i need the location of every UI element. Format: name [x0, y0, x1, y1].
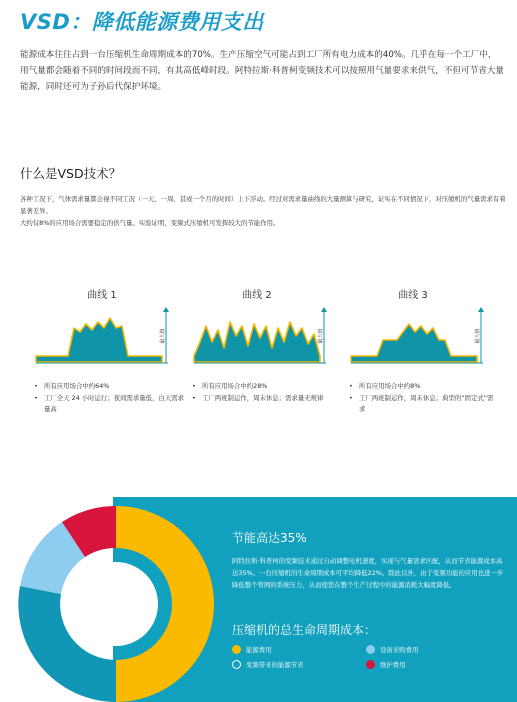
legend-item-savings	[232, 660, 304, 669]
curve-2-area	[194, 322, 320, 362]
page-title: VSD：降低能源费用支出	[20, 10, 264, 34]
legend-label: 能源费用	[246, 646, 272, 654]
curve-3-area	[351, 324, 477, 362]
lifecycle-cost-donut	[18, 506, 214, 702]
curve-2-axis-label: 最大值	[318, 328, 324, 344]
donut-hole	[74, 562, 158, 646]
curve-1-title: 曲线 1	[87, 290, 117, 301]
legend-label: 变频带来的能源节省	[246, 661, 304, 669]
curve-3-axis-arrow	[478, 307, 484, 312]
curve-1-area	[36, 318, 162, 362]
curve-1-chart	[34, 306, 174, 370]
panel-heading: 节能高达35%	[232, 531, 307, 545]
curve-1-bullets	[34, 381, 184, 416]
legend-label: 维护费用	[380, 661, 406, 669]
curve-2-bullets	[192, 381, 342, 404]
legend-swatch-purchase	[366, 645, 375, 654]
curve-2-axis-arrow	[321, 307, 327, 312]
legend-item-purchase	[366, 645, 418, 654]
section-paragraph-1: 各种工况下，气体需求量都会视不同工况（一天、一周、甚或一个月的时间）上下浮动。经过对需求量曲线的大量测算与研究，证实在不同情况下，对压缩机的气量需求有着显著差异。	[20, 195, 506, 215]
curve-2-chart	[192, 306, 332, 370]
curve-3-title: 曲线 3	[398, 290, 428, 301]
curve-3-axis-label: 最大值	[475, 328, 481, 344]
curve-3-chart	[349, 306, 489, 370]
curve-1-axis-label: 最大值	[160, 328, 166, 344]
legend-item-maintenance	[366, 660, 406, 669]
panel-chart-title: 压缩机的总生命周期成本：	[232, 623, 377, 637]
list-item: • 工厂两班制运作，周末休息；典型的“固定式”需求	[349, 393, 499, 416]
intro-paragraph: 能源成本往往占到一台压缩机生命周期成本的70%。生产压缩空气可能占到工厂所有电力成本的40%。几乎在每一个工厂中，用气量都会随着不同的时间段而不同，有其高低峰时段。阿特拉斯·科普柯变频技术可以按照用气量要求来供气，不但可节省大量能源，同时还可为子孙后代保护环境。	[20, 50, 504, 92]
legend-swatch-savings	[232, 660, 241, 669]
legend-label: 设备采购费用	[380, 646, 419, 654]
list-item: • 工厂两班制运作，周末休息；需求量无规律	[192, 393, 342, 405]
panel-text: 阿特拉斯·科普柯的变频技术通过自动调整电机速度，实现与气量需求匹配，从而节省能源成本高达35%。一台压缩机的生命周期成本可平均降低22%。除此以外，由于变频功能的应用也进一步降低整个管网的系统压力，从而使您在整个生产过程中的能源消耗大幅度降低。	[232, 557, 504, 589]
list-item: • 所有应用场合中约28%	[192, 381, 342, 393]
list-item: • 所有应用场合中约64%	[34, 381, 184, 393]
curve-3-bullets	[349, 381, 499, 416]
section-paragraph-2: 大约仅8%的应用场合需要稳定的供气量。实验证明，变频式压缩机可发挥较大的节能作用。	[20, 219, 280, 227]
list-item: • 所有应用场合中约8%	[349, 381, 499, 393]
legend-swatch-maintenance	[366, 660, 375, 669]
legend-swatch-energy	[232, 645, 241, 654]
curve-1-axis-arrow	[163, 307, 169, 312]
section-heading: 什么是VSD技术？	[20, 166, 122, 181]
legend-item-energy	[232, 645, 272, 654]
curve-2-title: 曲线 2	[242, 290, 272, 301]
list-item: • 工厂全天 24 小时运行；夜间需求量低，白天需求量高	[34, 393, 184, 416]
